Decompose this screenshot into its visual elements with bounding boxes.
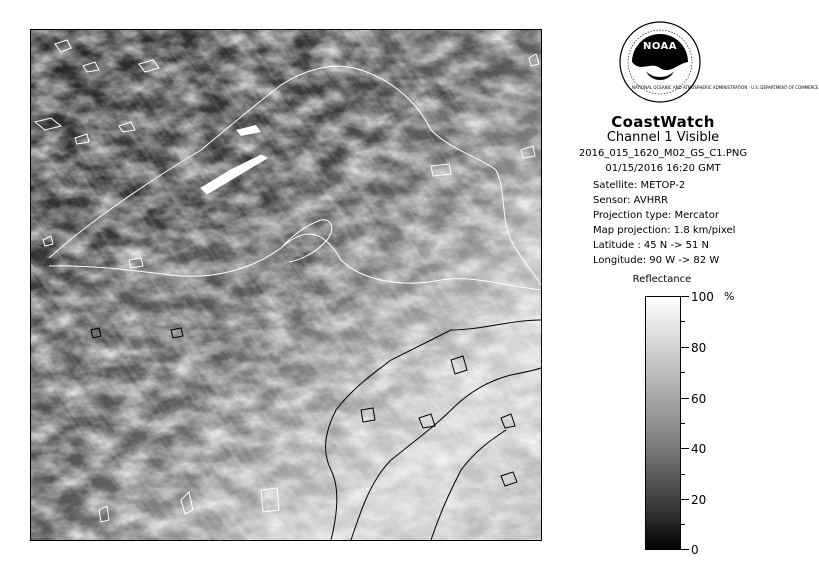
colorbar-label-80: 80 [691,341,707,355]
satellite-map[interactable] [30,29,542,541]
colorbar-label-100: 100 [691,290,714,304]
colorbar-minor-tick [681,372,685,373]
satellite-image [31,30,541,540]
colorbar-tick [681,448,689,449]
colorbar-label-0: 0 [691,543,699,557]
noaa-logo [619,21,819,103]
colorbar-tick [681,398,689,399]
colorbar-minor-tick [681,321,685,322]
sensor-label: Sensor: AVHRR [593,195,669,206]
colorbar-label-20: 20 [691,493,707,507]
bright-cloud-band [31,30,541,540]
colorbar-unit: % [724,290,735,303]
colorbar-minor-tick [681,474,685,475]
noaa-seal-center-text: NOAA [642,41,678,52]
channel-subtitle: Channel 1 Visible [606,130,720,145]
colorbar-tick [681,347,689,348]
map-projection-label: Map projection: 1.8 km/pixel [593,225,736,236]
noaa-seal-ring-text: NATIONAL OCEANIC AND ATMOSPHERIC ADMINISTRATION · U.S. DEPARTMENT OF COMMERCE [632,85,819,90]
colorbar-tick [681,549,689,550]
longitude-label: Longitude: 90 W -> 82 W [593,255,720,266]
latitude-label: Latitude : 45 N -> 51 N [593,240,709,251]
colorbar-minor-tick [681,423,685,424]
colorbar-tick [681,296,689,297]
satellite-label: Satellite: METOP-2 [593,180,686,191]
page-title: CoastWatch [611,113,715,131]
colorbar-tick [681,499,689,500]
colorbar-label-40: 40 [691,442,707,456]
filename-label: 2016_015_1620_M02_GS_C1.PNG [578,148,748,159]
projection-type-label: Projection type: Mercator [593,210,719,221]
datetime-label: 01/15/2016 16:20 GMT [605,163,721,174]
colorbar-minor-tick [681,524,685,525]
colorbar-label-60: 60 [691,392,707,406]
colorbar-title: Reflectance [632,274,692,285]
reflectance-colorbar [645,296,681,550]
